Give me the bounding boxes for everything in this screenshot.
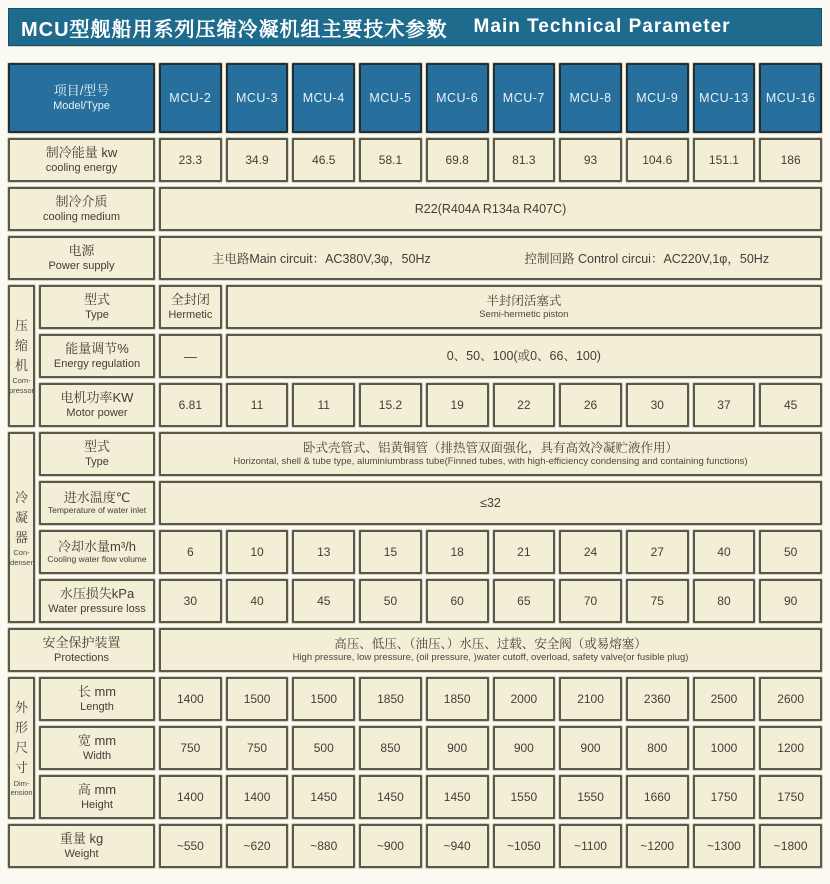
text-line: Dim- — [13, 778, 30, 788]
value-cell-width: 800 — [626, 726, 689, 770]
table-header-row — [8, 63, 822, 133]
value-cell-height: 1400 — [226, 775, 289, 819]
row-protections — [8, 628, 822, 672]
row-compressor-type — [39, 285, 822, 329]
text-line: 电机功率KW — [60, 390, 134, 406]
value-cell-weight: ~1300 — [693, 824, 756, 868]
text-line: Type — [85, 308, 109, 321]
value-cell-water-pressure-loss: 90 — [759, 579, 822, 623]
value-cell-cooling-water-flow: 10 — [226, 530, 289, 574]
group-rows-compressor — [39, 285, 822, 427]
text-line: 卧式壳管式、铝黄铜管（排热管双面强化，具有高效冷凝贮液作用） — [302, 440, 678, 455]
value-cell-weight: ~1200 — [626, 824, 689, 868]
row-label-width — [39, 726, 155, 770]
text-line: 重量 kg — [59, 831, 104, 847]
value-cell-width: 750 — [159, 726, 222, 770]
row-cooling-energy — [8, 138, 822, 182]
group-compressor — [8, 285, 822, 427]
text-line: 制冷能量 kw — [45, 145, 118, 161]
text-line: 半封闭活塞式 — [486, 293, 562, 308]
value-cell-motor-power: 26 — [559, 383, 622, 427]
text-line: denser — [10, 557, 33, 567]
row-weight — [8, 824, 822, 868]
header-model-mcu-6: MCU-6 — [426, 63, 489, 133]
text-line: Con- — [13, 547, 30, 557]
text-line: 尺寸 — [14, 740, 28, 776]
value-cell-length: 2360 — [626, 677, 689, 721]
row-label-energy-regulation — [39, 334, 155, 378]
value-cell-water-pressure-loss: 45 — [292, 579, 355, 623]
value-cell-weight: ~940 — [426, 824, 489, 868]
text-line: 电源 — [68, 243, 95, 259]
row-label-condenser-type — [39, 432, 155, 476]
text-line: 型式 — [83, 292, 110, 308]
value-cell-length: 1850 — [359, 677, 422, 721]
header-model-mcu-2: MCU-2 — [159, 63, 222, 133]
value-cell-cooling-energy: 23.3 — [159, 138, 222, 182]
text-line: 制冷介质 — [55, 194, 108, 210]
header-model-mcu-16: MCU-16 — [759, 63, 822, 133]
value-cell-width: 750 — [226, 726, 289, 770]
text-line: Length — [80, 700, 114, 713]
value-cell-cooling-water-flow: 27 — [626, 530, 689, 574]
text-line: Weight — [64, 847, 99, 860]
header-model-mcu-3: MCU-3 — [226, 63, 289, 133]
row-cooling-water-flow — [39, 530, 822, 574]
value-cell-water-pressure-loss: 70 — [559, 579, 622, 623]
parameters-table — [8, 63, 822, 868]
text-line: Motor power — [66, 406, 128, 419]
text-line: Cooling water flow volume — [47, 554, 147, 565]
value-cell-weight: ~1800 — [759, 824, 822, 868]
value-cell-width: 1000 — [693, 726, 756, 770]
text-line: 控制回路 Control circui：AC220V,1φ，50Hz — [524, 252, 770, 266]
text-line: 水压损失kPa — [59, 586, 135, 602]
group-label-dimension — [8, 677, 35, 819]
row-label-water-pressure-loss — [39, 579, 155, 623]
value-cell-cooling-water-flow: 50 — [759, 530, 822, 574]
value-cell-cooling-energy: 46.5 — [292, 138, 355, 182]
value-cell-length: 1400 — [159, 677, 222, 721]
row-height — [39, 775, 822, 819]
value-cell-motor-power: 11 — [226, 383, 289, 427]
text-line: 高压、低压、（油压、）水压、过载、安全阀（或易熔塞） — [334, 636, 647, 651]
page-title — [8, 8, 822, 46]
row-condenser-type — [39, 432, 822, 476]
row-label-water-inlet-temp — [39, 481, 155, 525]
row-power-supply — [8, 236, 822, 280]
text-line: Power supply — [48, 259, 115, 272]
span-cell-power-supply — [159, 236, 822, 280]
text-line: 安全保护装置 — [42, 635, 121, 651]
value-cell-motor-power: 19 — [426, 383, 489, 427]
value-cell-weight: ~900 — [359, 824, 422, 868]
row-width — [39, 726, 822, 770]
text-line: 0、50、100(或0、66、100) — [446, 348, 601, 363]
page-title-chinese: MCU型舰船用系列压缩冷凝机组主要技术参数 — [21, 18, 448, 41]
value-cell-cooling-water-flow: 13 — [292, 530, 355, 574]
text-line: 能量调节% — [65, 341, 129, 357]
value-cell-height: 1550 — [493, 775, 556, 819]
value-cell-length: 2500 — [693, 677, 756, 721]
value-cell-water-pressure-loss: 60 — [426, 579, 489, 623]
header-model-mcu-13: MCU-13 — [693, 63, 756, 133]
value-cell-motor-power: 15.2 — [359, 383, 422, 427]
value-cell-weight: ~620 — [226, 824, 289, 868]
text-line: High pressure, low pressure, (oil pressure, )water cutoff, overload, safety valve(or fusible plug) — [292, 652, 689, 664]
header-model-mcu-5: MCU-5 — [359, 63, 422, 133]
row-label-height — [39, 775, 155, 819]
value-cell-length: 1500 — [292, 677, 355, 721]
row-water-pressure-loss — [39, 579, 822, 623]
header-model-mcu-7: MCU-7 — [493, 63, 556, 133]
text-line: 项目/型号 — [53, 83, 110, 99]
value-cell-weight: ~1050 — [493, 824, 556, 868]
row-label-cooling-energy — [8, 138, 155, 182]
text-line: Protections — [53, 651, 110, 664]
value-cell-motor-power: 37 — [693, 383, 756, 427]
text-line: 外形 — [14, 699, 28, 736]
value-cell-motor-power: 6.81 — [159, 383, 222, 427]
span-cell-cooling-medium — [159, 187, 822, 231]
text-line: Water pressure loss — [48, 602, 146, 615]
value-cell-cooling-water-flow: 18 — [426, 530, 489, 574]
text-line: 宽 mm — [77, 733, 117, 749]
value-cell-cooling-energy: 151.1 — [693, 138, 756, 182]
value-cell-height: 1550 — [559, 775, 622, 819]
text-line: Horizontal, shell & tube type, aluminiumbrass tube(Finned tubes, with high-efficiency condensing and containing functions) — [233, 456, 748, 468]
span-cell-condenser-type — [159, 432, 822, 476]
row-label-power-supply — [8, 236, 155, 280]
value-cell-cooling-water-flow: 24 — [559, 530, 622, 574]
text-line: R22(R404A R134a R407C) — [414, 201, 567, 216]
text-line: — — [183, 348, 197, 364]
group-dimension — [8, 677, 822, 819]
text-line: 冷却水量m³/h — [57, 538, 136, 554]
header-model-mcu-4: MCU-4 — [292, 63, 355, 133]
text-line: 全封闭 — [170, 292, 210, 308]
text-line: Width — [82, 749, 112, 762]
header-model-type-label — [8, 63, 155, 133]
value-cell-length: 1850 — [426, 677, 489, 721]
value-cell-motor-power: 30 — [626, 383, 689, 427]
text-line: 冷 — [14, 489, 28, 505]
value-cell-cooling-water-flow: 40 — [693, 530, 756, 574]
value-cell-water-pressure-loss: 30 — [159, 579, 222, 623]
value-cell-water-pressure-loss: 80 — [693, 579, 756, 623]
text-line: Temperature of water inlet — [47, 505, 147, 516]
text-line: Model/Type — [53, 99, 110, 112]
value-cell-width: 500 — [292, 726, 355, 770]
value-cell-cooling-energy: 81.3 — [493, 138, 556, 182]
text-line: 压 — [14, 318, 28, 334]
first-cell-energy-regulation — [159, 334, 222, 378]
value-cell-cooling-energy: 69.8 — [426, 138, 489, 182]
value-cell-motor-power: 11 — [292, 383, 355, 427]
value-cell-cooling-water-flow: 15 — [359, 530, 422, 574]
text-line: 主电路Main circuit：AC380V,3φ，50Hz — [211, 252, 431, 266]
group-rows-dimension — [39, 677, 822, 819]
value-cell-weight: ~550 — [159, 824, 222, 868]
value-cell-height: 1750 — [693, 775, 756, 819]
value-cell-cooling-energy: 104.6 — [626, 138, 689, 182]
value-cell-height: 1450 — [359, 775, 422, 819]
group-label-condenser — [8, 432, 35, 623]
value-cell-length: 2600 — [759, 677, 822, 721]
span-cell-compressor-type — [226, 285, 822, 329]
text-line: 缩 — [14, 338, 28, 354]
row-label-cooling-medium — [8, 187, 155, 231]
value-cell-height: 1750 — [759, 775, 822, 819]
text-line: ≤32 — [480, 495, 501, 510]
row-water-inlet-temp — [39, 481, 822, 525]
row-label-cooling-water-flow — [39, 530, 155, 574]
value-cell-width: 850 — [359, 726, 422, 770]
value-cell-length: 2000 — [493, 677, 556, 721]
value-cell-length: 1500 — [226, 677, 289, 721]
text-line: Hermetic — [168, 308, 213, 321]
value-cell-cooling-energy: 34.9 — [226, 138, 289, 182]
row-length — [39, 677, 822, 721]
span-cell-protections — [159, 628, 822, 672]
page-title-english: Main Technical Parameter — [473, 16, 731, 37]
value-cell-motor-power: 45 — [759, 383, 822, 427]
row-label-compressor-type — [39, 285, 155, 329]
text-line: Type — [85, 455, 109, 468]
value-cell-height: 1400 — [159, 775, 222, 819]
text-line: Semi-hermetic piston — [479, 309, 569, 321]
row-label-motor-power — [39, 383, 155, 427]
text-line: pressor — [9, 386, 35, 396]
row-label-length — [39, 677, 155, 721]
value-cell-cooling-water-flow: 6 — [159, 530, 222, 574]
text-line: cooling medium — [42, 210, 121, 223]
text-line: 器 — [14, 529, 28, 545]
value-cell-cooling-energy: 58.1 — [359, 138, 422, 182]
row-label-protections — [8, 628, 155, 672]
row-label-weight — [8, 824, 155, 868]
text-line: 进水温度℃ — [63, 489, 131, 505]
text-line: 机 — [14, 358, 28, 374]
value-cell-weight: ~880 — [292, 824, 355, 868]
text-line: 型式 — [83, 439, 110, 455]
value-cell-height: 1450 — [292, 775, 355, 819]
row-energy-regulation — [39, 334, 822, 378]
span-cell-water-inlet-temp — [159, 481, 822, 525]
text-line: 高 mm — [77, 782, 117, 798]
value-cell-height: 1660 — [626, 775, 689, 819]
header-model-mcu-8: MCU-8 — [559, 63, 622, 133]
text-line: Energy regulation — [53, 357, 141, 370]
value-cell-water-pressure-loss: 40 — [226, 579, 289, 623]
row-motor-power — [39, 383, 822, 427]
group-condenser — [8, 432, 822, 623]
value-cell-length: 2100 — [559, 677, 622, 721]
value-cell-cooling-energy: 93 — [559, 138, 622, 182]
value-cell-water-pressure-loss: 75 — [626, 579, 689, 623]
value-cell-water-pressure-loss: 65 — [493, 579, 556, 623]
value-cell-width: 900 — [493, 726, 556, 770]
text-line: cooling energy — [45, 161, 118, 174]
text-line: Com- — [12, 376, 31, 386]
value-cell-weight: ~1100 — [559, 824, 622, 868]
value-cell-width: 900 — [559, 726, 622, 770]
group-rows-condenser — [39, 432, 822, 623]
value-cell-height: 1450 — [426, 775, 489, 819]
text-line: 凝 — [14, 509, 28, 525]
header-model-mcu-9: MCU-9 — [626, 63, 689, 133]
text-line: ension — [10, 788, 33, 798]
row-cooling-medium — [8, 187, 822, 231]
value-cell-width: 1200 — [759, 726, 822, 770]
span-cell-energy-regulation — [226, 334, 822, 378]
value-cell-motor-power: 22 — [493, 383, 556, 427]
value-cell-water-pressure-loss: 50 — [359, 579, 422, 623]
value-cell-cooling-water-flow: 21 — [493, 530, 556, 574]
value-cell-width: 900 — [426, 726, 489, 770]
text-line: 长 mm — [77, 684, 117, 700]
first-cell-compressor-type — [159, 285, 222, 329]
value-cell-cooling-energy: 186 — [759, 138, 822, 182]
group-label-compressor — [8, 285, 35, 427]
text-line: Height — [81, 798, 113, 811]
